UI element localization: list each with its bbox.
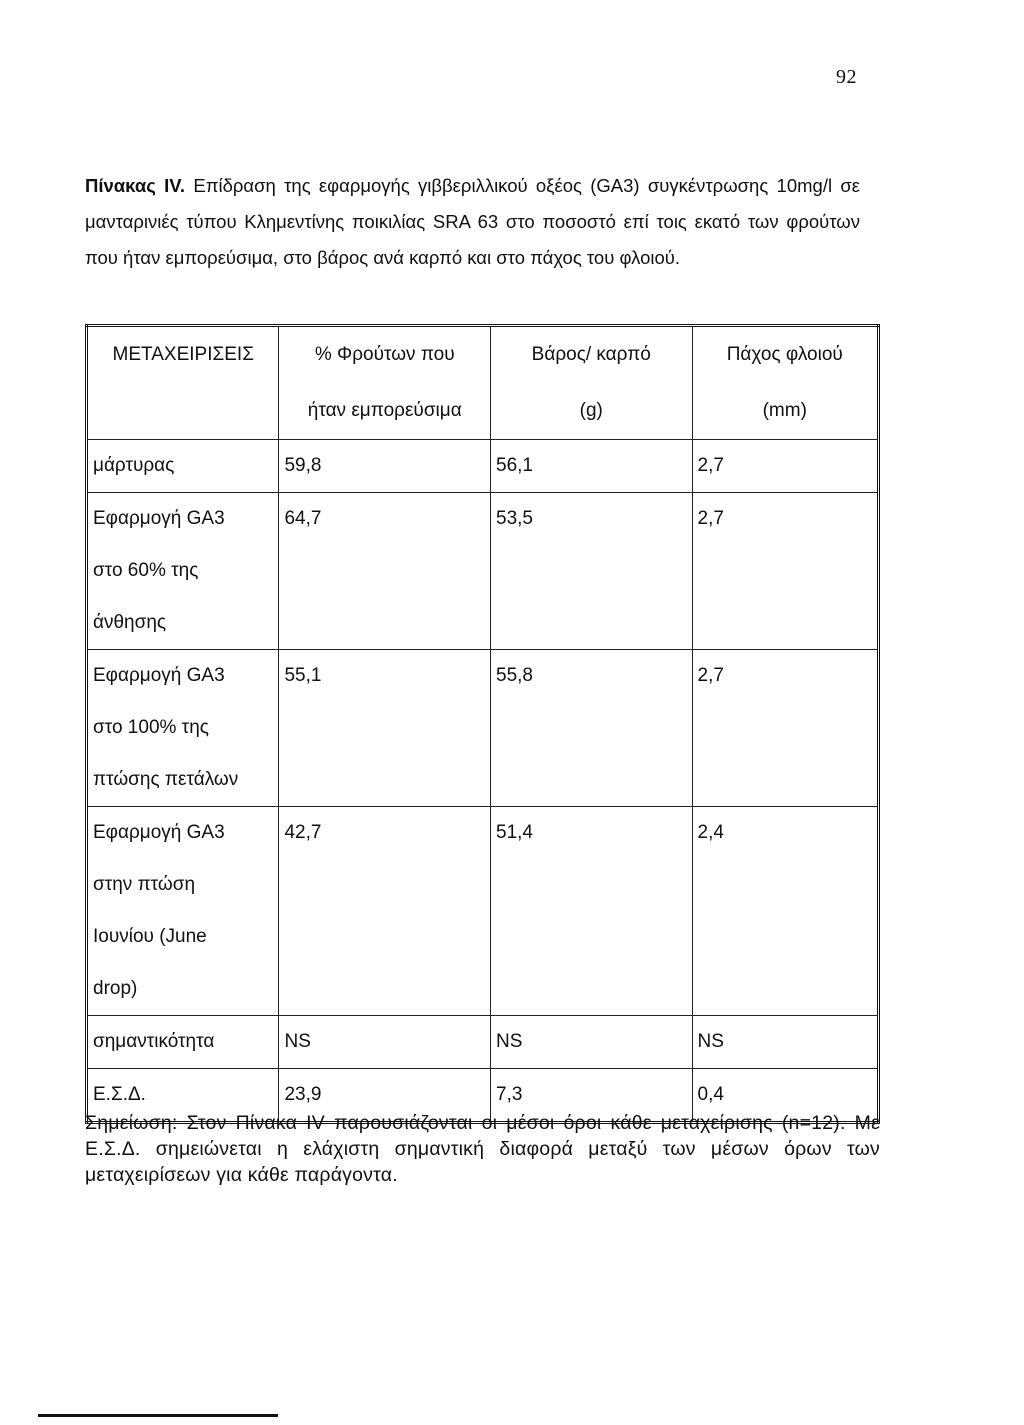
treatment-cell <box>87 1016 279 1069</box>
header-line: ΜΕΤΑΧΕΙΡΙΣΕΙΣ <box>112 344 254 365</box>
weight-cell: 7,3 <box>491 1069 693 1123</box>
header-line: Πάχος φλοιού <box>726 344 843 365</box>
thickness-cell: 2,7 <box>692 650 878 807</box>
treatment-line: άνθησης <box>93 612 167 633</box>
treatment-line: πτώσης πετάλων <box>93 769 239 790</box>
header-line: (g) <box>579 400 603 421</box>
weight-cell: 55,8 <box>491 650 693 807</box>
treatment-line: Εφαρμογή GA3 <box>93 665 225 686</box>
treatment-cell <box>87 650 279 807</box>
table-caption <box>85 168 860 276</box>
header-line: Βάρος/ καρπό <box>531 344 651 365</box>
table-row <box>87 650 879 807</box>
treatment-line: σημαντικότητα <box>93 1031 215 1052</box>
header-line: % Φρούτων που <box>314 344 455 365</box>
table-row <box>87 493 879 650</box>
header-line <box>88 383 278 439</box>
marketable-cell: 55,1 <box>279 650 491 807</box>
thickness-cell: NS <box>692 1016 878 1069</box>
thickness-cell: 0,4 <box>692 1069 878 1123</box>
marketable-cell: 59,8 <box>279 440 491 493</box>
header-line: ήταν εμπορεύσιμα <box>307 400 462 421</box>
treatment-line: drop) <box>93 978 138 999</box>
thickness-cell: 2,7 <box>692 493 878 650</box>
table-row <box>87 807 879 1016</box>
table-header-row <box>87 326 879 440</box>
page-number: 92 <box>836 66 857 88</box>
weight-cell: 56,1 <box>491 440 693 493</box>
thickness-cell: 2,4 <box>692 807 878 1016</box>
marketable-cell: NS <box>279 1016 491 1069</box>
treatment-line: στο 100% της <box>93 717 209 738</box>
table-row <box>87 440 879 493</box>
table-row <box>87 1016 879 1069</box>
header-treatments <box>87 326 279 440</box>
marketable-cell: 42,7 <box>279 807 491 1016</box>
header-weight <box>491 326 693 440</box>
treatment-cell <box>87 440 279 493</box>
treatment-line: στο 60% της <box>93 560 199 581</box>
treatment-line: Ιουνίου (June <box>93 926 207 947</box>
treatment-line: Εφαρμογή GA3 <box>93 508 225 529</box>
weight-cell: NS <box>491 1016 693 1069</box>
table-note: Σημείωση: Στον Πίνακα IV παρουσιάζονται οι μέσοι όροι κάθε μεταχείρισης (n=12). Με Ε.Σ.Δ. σημειώνεται η ελάχιστη σημαντική διαφορά μεταξύ των μέσων όρων των μεταχειρίσεων για κάθε παράγοντα. <box>85 1112 880 1186</box>
caption-label: Πίνακας IV. <box>85 175 186 196</box>
treatment-cell <box>87 807 279 1016</box>
caption-text: Επίδραση της εφαρμογής γιββεριλλικού οξέος (GA3) συγκέντρωσης 10mg/l σε μανταρινιές τύπου Κλημεντίνης ποικιλίας SRA 63 στο ποσοστό επί τοις εκατό των φρούτων που ήταν εμπορεύσιμα, στο βάρος ανά καρπό και στο πάχος του φλοιού. <box>85 175 861 268</box>
header-line: (mm) <box>762 400 807 421</box>
treatment-line: Ε.Σ.Δ. <box>93 1084 146 1105</box>
header-thickness <box>692 326 878 440</box>
treatment-line: μάρτυρας <box>93 455 175 476</box>
treatment-line: στην πτώση <box>93 874 196 895</box>
header-marketable <box>279 326 491 440</box>
treatment-line: Εφαρμογή GA3 <box>93 822 225 843</box>
footer-rule <box>38 1414 278 1417</box>
thickness-cell: 2,7 <box>692 440 878 493</box>
marketable-cell: 64,7 <box>279 493 491 650</box>
weight-cell: 53,5 <box>491 493 693 650</box>
weight-cell: 51,4 <box>491 807 693 1016</box>
marketable-cell: 23,9 <box>279 1069 491 1123</box>
results-table <box>85 324 880 1124</box>
treatment-cell <box>87 493 279 650</box>
